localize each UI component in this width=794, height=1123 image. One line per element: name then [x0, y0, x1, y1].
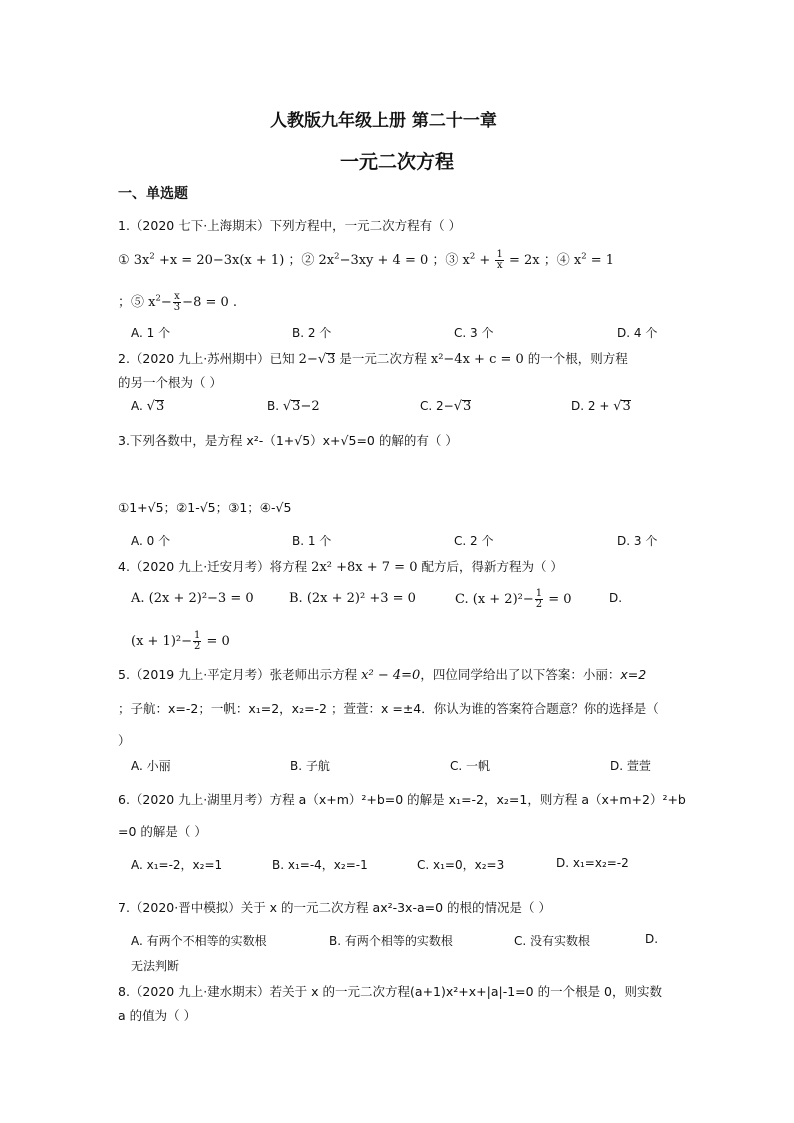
question-5-option-c[interactable]: C. 一帆 — [450, 759, 491, 773]
question-7-option-c[interactable]: C. 没有实数根 — [514, 934, 591, 948]
question-6-stem-line2: =0 的解是（ ） — [118, 824, 207, 839]
question-3-choices: ①1+√5；②1-√5；③1；④-√5 — [118, 500, 292, 515]
question-2-option-d[interactable]: D. 2 + √3 — [571, 399, 631, 414]
question-6-option-d[interactable]: D. x₁=x₂=-2 — [556, 856, 629, 870]
question-3-option-d[interactable]: D. 3 个 — [617, 534, 658, 548]
question-1-option-d[interactable]: D. 4 个 — [617, 326, 658, 340]
question-7-option-d-content: 无法判断 — [131, 959, 180, 973]
document-title: 人教版九年级上册 第二十一章 — [270, 111, 497, 131]
question-7-stem: 7.（2020·晋中模拟）关于 x 的一元二次方程 ax²-3x-a=0 的根的情况是（ ） — [118, 900, 552, 915]
question-3-stem: 3.下列各数中，是方程 x²-（1+√5）x+√5=0 的解的有（ ） — [118, 433, 458, 448]
question-3-option-a[interactable]: A. 0 个 — [131, 534, 171, 548]
question-8-stem-line1: 8.（2020 九上·建水期末）若关于 x 的一元二次方程(a+1)x²+x+|a|-1=0 的一个根是 0，则实数 — [118, 984, 662, 999]
question-4-option-b[interactable]: B. (2x + 2)² +3 = 0 — [289, 591, 416, 606]
question-2-option-b[interactable]: B. √3−2 — [267, 399, 320, 414]
question-7-option-b[interactable]: B. 有两个相等的实数根 — [329, 934, 453, 948]
question-1-option-b[interactable]: B. 2 个 — [292, 326, 332, 340]
question-4-stem: 4.（2020 九上·迁安月考）将方程 2x² +8x + 7 = 0 配方后，得新方程为（ ） — [118, 559, 563, 575]
question-5-stem-line3: ） — [118, 733, 131, 748]
question-1-stem: 1.（2020 七下·上海期末）下列方程中，一元二次方程有（ ） — [118, 218, 462, 233]
question-7-option-a[interactable]: A. 有两个不相等的实数根 — [131, 934, 267, 948]
question-2-option-a[interactable]: A. √3 — [131, 399, 165, 414]
section-heading: 一、单选题 — [118, 186, 188, 202]
question-7-option-d[interactable]: D. — [645, 932, 659, 946]
question-6-stem-line1: 6.（2020 九上·湖里月考）方程 a（x+m）²+b=0 的解是 x₁=-2，x₂=1，则方程 a（x+m+2）²+b — [118, 792, 686, 807]
question-4-option-c[interactable]: C. (x + 2)²− $\frac{1}{2}$ = 0 — [455, 588, 572, 610]
question-6-option-a[interactable]: A. x₁=-2，x₂=1 — [131, 858, 223, 872]
question-1-equations-line2: ；⑤ $x^2-$ $\frac{x}{3}$ −8 = 0 . — [118, 291, 238, 313]
question-2-option-c[interactable]: C. 2−√3 — [420, 399, 472, 414]
question-1-option-a[interactable]: A. 1 个 — [131, 326, 171, 340]
fraction-1-over-x: $\frac{1}{x}$ — [496, 249, 503, 271]
question-4-option-a[interactable]: A. (2x + 2)²−3 = 0 — [131, 591, 254, 606]
question-3-option-b[interactable]: B. 1 个 — [292, 534, 332, 548]
question-5-option-d[interactable]: D. 萱萱 — [610, 759, 651, 773]
question-5-stem-line2: ；子航：x=-2；一帆：x₁=2，x₂=-2 ；萱萱：x =±4．你认为谁的答案符合题意？你的选择是（ — [118, 701, 659, 716]
question-4-option-d-content: (x + 1)²− $\frac{1}{2}$ = 0 — [131, 630, 230, 652]
question-5-stem-line1: 5.（2019 九上·平定月考）张老师出示方程 x² − 4=0，四位同学给出了以下答案：小丽：x=2 — [118, 667, 647, 683]
question-1-option-c[interactable]: C. 3 个 — [454, 326, 494, 340]
question-8-stem-line2: a 的值为（ ） — [118, 1008, 197, 1023]
question-4-option-d[interactable]: D. — [609, 591, 623, 605]
question-2-stem-line2: 的另一个根为（ ） — [118, 375, 222, 390]
question-2-stem-line1: 2.（2020 九上·苏州期中）已知 2−√3 是一元二次方程 x²−4x + c = 0 的一个根，则方程 — [118, 351, 628, 367]
question-3-option-c[interactable]: C. 2 个 — [454, 534, 494, 548]
document-subtitle: 一元二次方程 — [340, 151, 455, 173]
question-5-option-a[interactable]: A. 小丽 — [131, 759, 171, 773]
question-6-option-c[interactable]: C. x₁=0，x₂=3 — [417, 858, 505, 872]
fraction-x-over-3: $\frac{x}{3}$ — [173, 291, 181, 313]
question-1-equations-line1: ① $3x^2 +x = 20-3x(x + 1)$ ；② $2x^2-3xy + 4 = 0$ ；③ $x^2$ + $\frac{1}{x}$ = 2x ；④ $x^2 = 1$ — [118, 249, 615, 271]
question-5-option-b[interactable]: B. 子航 — [290, 759, 330, 773]
question-6-option-b[interactable]: B. x₁=-4，x₂=-1 — [272, 858, 368, 872]
